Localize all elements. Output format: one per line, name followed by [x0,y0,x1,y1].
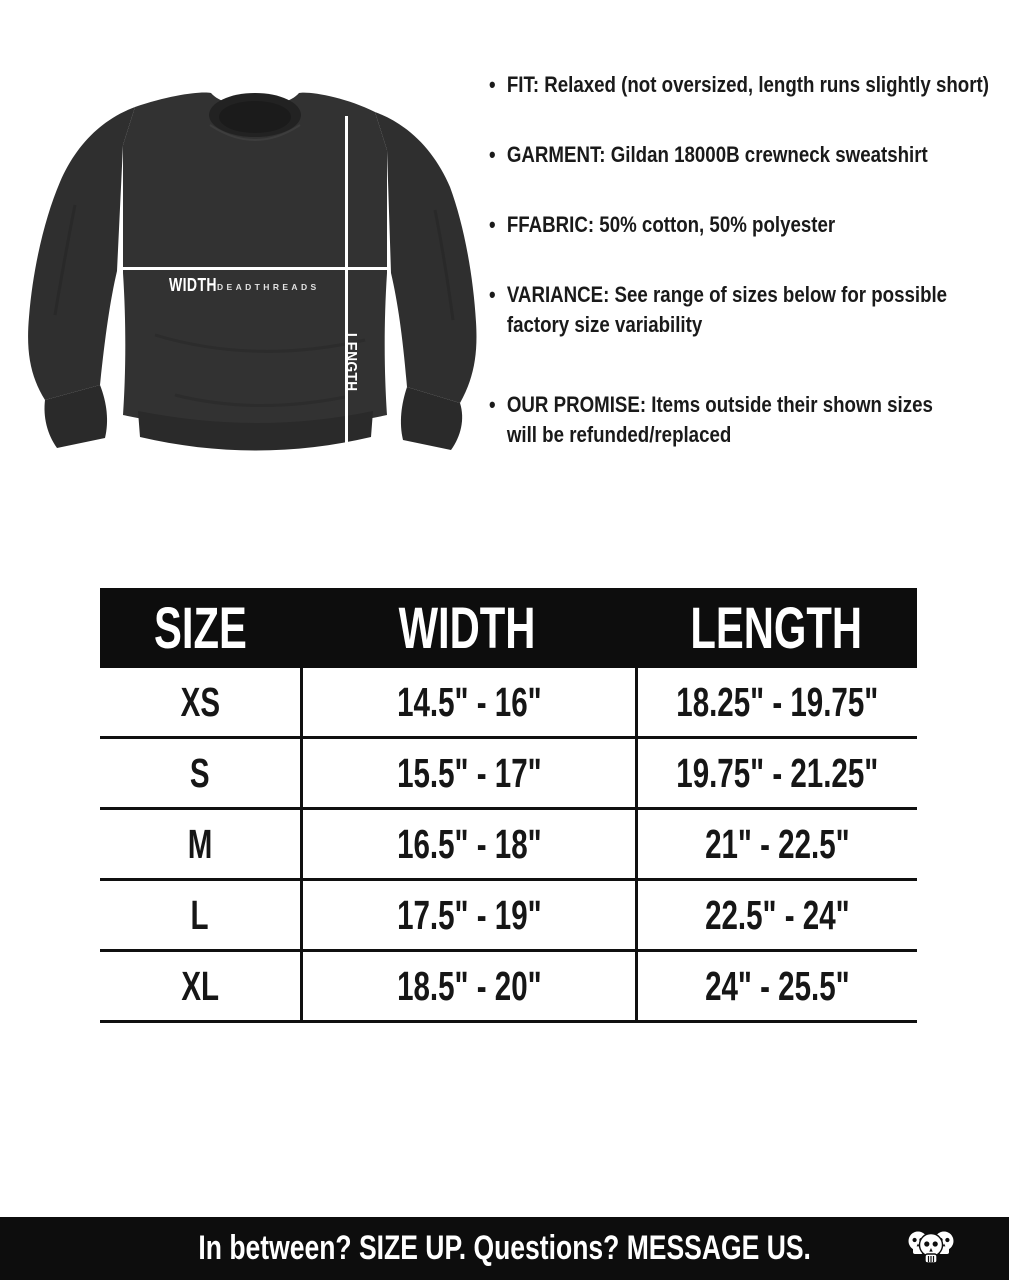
length-cell: 19.75" - 21.25" [635,739,917,807]
width-cell: 15.5" - 17" [300,739,635,807]
sweatshirt-image [5,85,485,465]
length-cell: 22.5" - 24" [635,881,917,949]
length-cell: 21" - 22.5" [635,810,917,878]
footer-bar [0,1217,1009,1280]
detail-item-promise: • OUR PROMISE: Items outside their shown sizes will be refunded/replaced [489,390,1009,450]
detail-item-fabric: • FFABRIC: 50% cotton, 50% polyester [489,210,1009,240]
sweatshirt-illustration [5,85,485,465]
detail-item-fit: • FIT: Relaxed (not oversized, length runs slightly short) [489,70,1009,100]
footer-message: In between? SIZE UP. Questions? MESSAGE US. [198,1229,811,1267]
width-measure-label: WIDTH [169,275,217,295]
width-cell: 14.5" - 16" [300,668,635,736]
length-column-header: LENGTH [690,595,862,661]
table-row-xs [100,668,917,739]
size-cell: M [187,820,213,867]
width-cell: 17.5" - 19" [300,881,635,949]
width-cell: 16.5" - 18" [300,810,635,878]
size-cell: XS [180,678,220,725]
length-cell: 24" - 25.5" [635,952,917,1020]
detail-item-garment: • GARMENT: Gildan 18000B crewneck sweatshirt [489,140,1009,170]
product-details-list [489,70,1009,490]
garment-logo-text: DEADTHREADS [217,282,320,292]
table-row-l [100,881,917,952]
table-row-s [100,739,917,810]
size-cell: L [190,891,210,938]
detail-item-variance: • VARIANCE: See range of sizes below for possible factory size variability [489,280,1009,340]
bullet-icon: • [489,142,496,167]
size-table-header [100,588,917,668]
table-row-xl [100,952,917,1023]
size-cell: XL [181,962,219,1009]
bullet-icon: • [489,212,496,237]
three-skulls-icon [906,1223,956,1275]
table-row-m [100,810,917,881]
bullet-icon: • [489,282,496,307]
size-column-header: SIZE [153,595,247,661]
bullet-icon: • [489,72,496,97]
width-cell: 18.5" - 20" [300,952,635,1020]
size-cell: S [190,749,210,796]
bullet-icon: • [489,392,496,417]
length-measure-label: LENGTH [342,333,359,392]
size-table [100,588,917,1023]
length-cell: 18.25" - 19.75" [635,668,917,736]
width-measure-line [122,267,390,270]
length-measure-line [345,116,348,447]
width-column-header: WIDTH [399,595,536,661]
